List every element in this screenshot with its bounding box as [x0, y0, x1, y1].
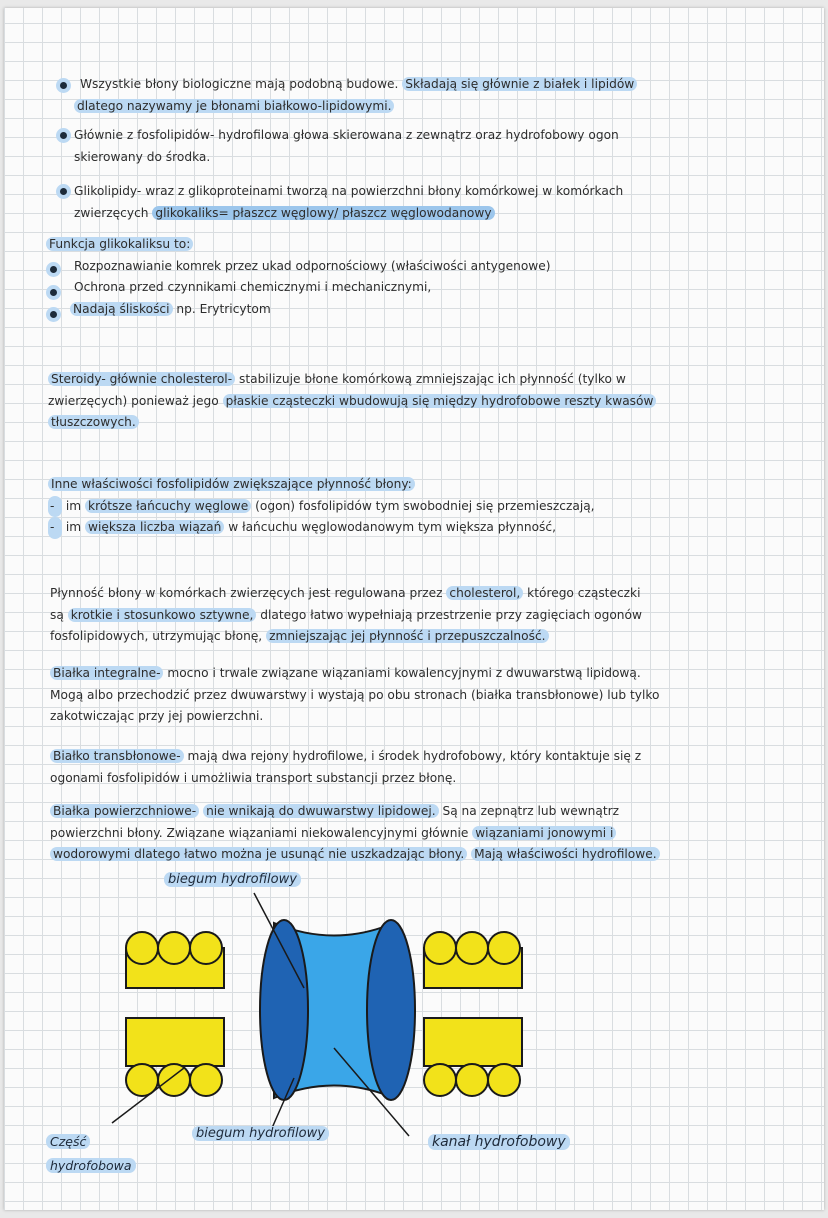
glycocalyx-title: Funkcja glikokaliksu to: — [46, 237, 193, 251]
highlight-text: Białka integralne- — [50, 666, 163, 680]
highlight-text: Mają właściwości hydrofilowe. — [471, 847, 660, 861]
text: Są na zepnątrz lub wewnątrz — [438, 804, 620, 818]
text: Głównie z fosfolipidów- hydrofilowa głowa skierowana z zewnątrz oraz hydrofobowy ogon — [74, 128, 619, 142]
dash-marker: - — [48, 496, 62, 518]
text: skierowany do środka. — [74, 149, 211, 164]
bullet-dot — [50, 266, 57, 273]
highlight-text: płaskie cząsteczki wbudowują się między hydrofobowe reszty kwasów — [223, 394, 657, 408]
dash-marker: - — [48, 517, 62, 539]
notebook-page — [4, 8, 824, 1210]
text: im — [65, 520, 86, 534]
label-hydrophilic-top: biegum hydrofilowy — [164, 872, 301, 887]
highlight-text: wodorowymi dlatego łatwo można je usunąć nie uszkadzając błony. — [50, 847, 467, 861]
text: fosfolipidowych, utrzymując błonę, — [50, 629, 267, 643]
text: (ogon) fosfolipidów tym swobodniej się przemieszczają, — [251, 498, 595, 513]
text: w łańcuchu węglowodanowym tym większa płynność, — [224, 520, 556, 534]
label-hydrophilic-bottom: biegum hydrofilowy — [192, 1126, 329, 1141]
text: im — [65, 498, 86, 513]
highlight-text: Nadają śliskości — [70, 302, 173, 316]
text: mocno i trwale związane wiązaniami kowalencyjnymi z dwuwarstwą lipidową. — [163, 666, 641, 680]
highlight-text: glikokaliks= płaszcz węglowy/ płaszcz węglowodanowy — [152, 206, 494, 220]
paragraph-cholesterol — [50, 583, 642, 648]
highlight-text: cholesterol, — [446, 586, 523, 600]
highlight-text: Białko transbłonowe- — [50, 749, 184, 763]
bullet-dot — [50, 311, 57, 318]
text: ogonami fosfolipidów i umożliwia transport substancji przez błonę. — [50, 770, 457, 785]
paragraph-phospholipids — [74, 125, 619, 168]
list-item: Ochrona przed czynnikami chemicznymi i mechanicznymi, — [74, 280, 432, 294]
bullet-dot — [50, 289, 57, 296]
text: powierzchni błony. Związane wiązaniami niekowalencyjnymi głównie — [50, 825, 473, 840]
text: dlatego łatwo wypełniają przestrzenie przy zagięciach ogonów — [256, 607, 642, 622]
text: Płynność błony w komórkach zwierzęcych jest regulowana przez — [50, 586, 447, 600]
bullet-dot — [60, 188, 67, 195]
text: zakotwiczając przy jej powierzchni. — [50, 709, 264, 723]
paragraph-integral-proteins — [50, 663, 659, 728]
label-hydrophobic-part: Część hydrofobowa — [46, 1130, 136, 1178]
highlight-text: Steroidy- głównie cholesterol- — [48, 372, 235, 386]
bullet-dot — [60, 132, 67, 139]
paragraph-membranes — [77, 74, 637, 117]
text: zwierzęcych — [74, 205, 153, 220]
paragraph-fluidity — [48, 474, 595, 539]
bullet-dot — [60, 82, 67, 89]
text: np. Erytricytom — [172, 301, 271, 316]
highlight-text: Białka powierzchniowe- — [50, 804, 199, 818]
glycocalyx-section — [46, 234, 551, 320]
phospholipid-group-left — [126, 932, 224, 1096]
text: zwierzęcych) ponieważ jego — [48, 393, 223, 408]
paragraph-steroids — [48, 369, 656, 434]
list-item: Rozpoznawianie komrek przez ukad odpornościowy (właściwości antygenowe) — [74, 258, 551, 273]
highlight-text: Składają się głównie z białek i lipidów — [402, 77, 637, 91]
highlight-text: tłuszczowych. — [48, 415, 139, 429]
text: Glikolipidy- wraz z glikoproteinami tworzą na powierzchni błony komórkowej w komórkach — [74, 184, 624, 198]
paragraph-transmembrane — [50, 746, 641, 789]
highlight-text: dlatego nazywamy je błonami białkowo-lipidowymi. — [74, 99, 394, 113]
text: Mogą albo przechodzić przez dwuwarstwy i wystają po obu stronach (białka transbłonowe) lub tylko — [50, 687, 660, 702]
highlight-text: krótsze łańcuchy węglowe — [85, 499, 251, 513]
text: Wszystkie błony biologiczne mają podobną budowe. — [80, 77, 403, 91]
phospholipid-group-right — [424, 932, 522, 1096]
text: są — [50, 607, 68, 622]
fluidity-title: Inne właściwości fosfolipidów zwiększające płynność błony: — [48, 477, 415, 491]
highlight-text: krotkie i stosunkowo sztywne, — [68, 608, 257, 622]
text: którego cząsteczki — [523, 586, 641, 600]
highlight-text: zmniejszając jej płynność i przepuszczalność. — [266, 629, 548, 643]
paragraph-surface-proteins — [50, 801, 660, 866]
text: stabilizuje błone komórkową zmniejszając ich płynność (tylko w — [235, 372, 626, 386]
text: mają dwa rejony hydrofilowe, i środek hydrofobowy, który kontaktuje się z — [183, 749, 642, 763]
label-hydrophobic-channel: kanał hydrofobowy — [428, 1134, 570, 1150]
highlight-text: nie wnikają do dwuwarstwy lipidowej. — [203, 804, 439, 818]
highlight-text: większa liczba wiązań — [85, 520, 224, 534]
paragraph-glycolipids — [74, 181, 623, 224]
highlight-text: wiązaniami jonowymi i — [472, 826, 616, 840]
